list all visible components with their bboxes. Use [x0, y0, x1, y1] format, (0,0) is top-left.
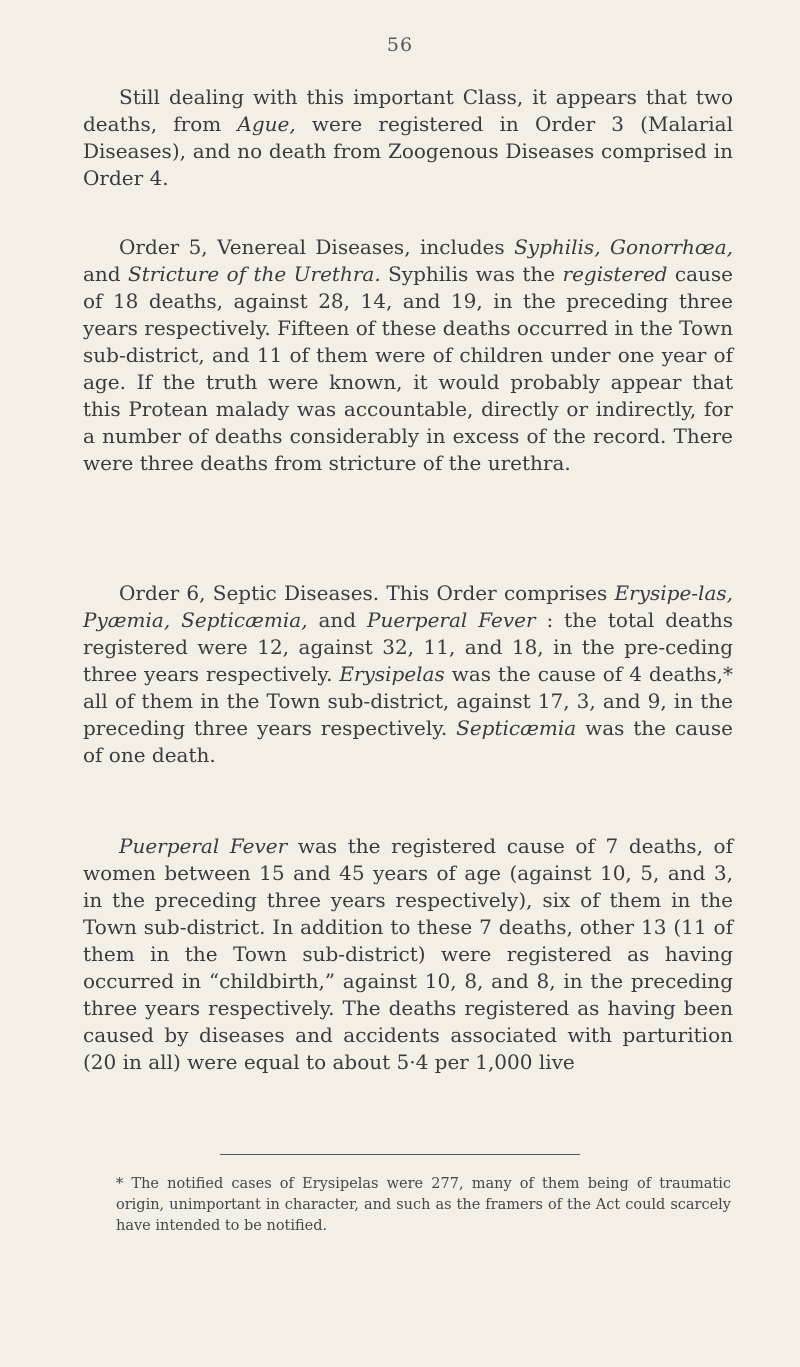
paragraph-text: and: [307, 608, 368, 632]
page-number: 56: [386, 34, 414, 56]
italic-term: Erysipe-las, Pyæmia, Septicæmia,: [83, 581, 733, 632]
footnote: * The notified cases of Erysipelas were 277, many of them being of traumatic origin, unimportant in character, and such as the framers of the Act could scarcely have intended to be notified.: [116, 1176, 731, 1234]
italic-term: Erysipelas: [339, 662, 445, 686]
paragraph-ague: [83, 84, 733, 192]
italic-term: Ague,: [237, 112, 296, 136]
italic-term: Puerperal Fever: [119, 834, 288, 858]
paragraph-text: was the cause of one death.: [83, 716, 734, 767]
italic-term: Puerperal Fever: [367, 608, 536, 632]
paragraph-septic-diseases: [83, 580, 733, 769]
paragraph-text: : the total deaths registered were 12, against 32, 11, and 18, in the pre-ceding three years respectively.: [83, 608, 733, 686]
paragraph-text: Order 6, Septic Diseases. This Order comprises: [119, 581, 615, 605]
paragraph-text: cause of 18 deaths, against 28, 14, and 19, in the preceding three years respectively. Fifteen of these deaths occurred in the Town sub-district, and 11 of them were of children under one year of age. If the truth were known, it would probably appear that this Protean malady was accountable, directly or indirectly, for a number of deaths considerably in excess of the record. There were three deaths from stricture of the urethra.: [83, 262, 733, 475]
italic-term: Septicæmia: [456, 716, 577, 740]
paragraph-text: was the cause of 4 deaths,* all of them in the Town sub-district, against 17, 3, and 9, in the preceding three years respectively.: [83, 662, 733, 740]
paragraph-text: Order 5, Venereal Diseases, includes: [119, 235, 515, 259]
paragraph-venereal-diseases: [83, 234, 733, 477]
paragraph-text: Syphilis was the: [380, 262, 563, 286]
paragraph-text: and: [83, 262, 129, 286]
paragraph-puerperal-fever: [83, 833, 733, 1076]
paragraph-text: was the registered cause of 7 deaths, of women between 15 and 45 years of age (against 10, 5, and 3, in the preceding three years respectively), six of them in the Town sub-district. In addition to these 7 deaths, other 13 (11 of them in the Town sub-district) were registered as having occurred in “childbirth,” against 10, 8, and 8, in the preceding three years respectively. The deaths registered as having been caused by diseases and accidents associated with parturition (20 in all) were equal to about 5·4 per 1,000 live: [83, 834, 733, 1074]
paragraph-text: were registered in Order 3 (Malarial Diseases), and no death from Zoogenous Diseases comprised in Order 4.: [83, 112, 733, 190]
italic-term: Syphilis, Gonorrhœa,: [514, 235, 733, 259]
footnote-divider: [220, 1154, 580, 1155]
italic-term: registered: [562, 262, 668, 286]
italic-term: Stricture of the Urethra.: [128, 262, 381, 286]
paragraph-text: Still dealing with this important Class, it appears that two deaths, from: [83, 85, 733, 136]
